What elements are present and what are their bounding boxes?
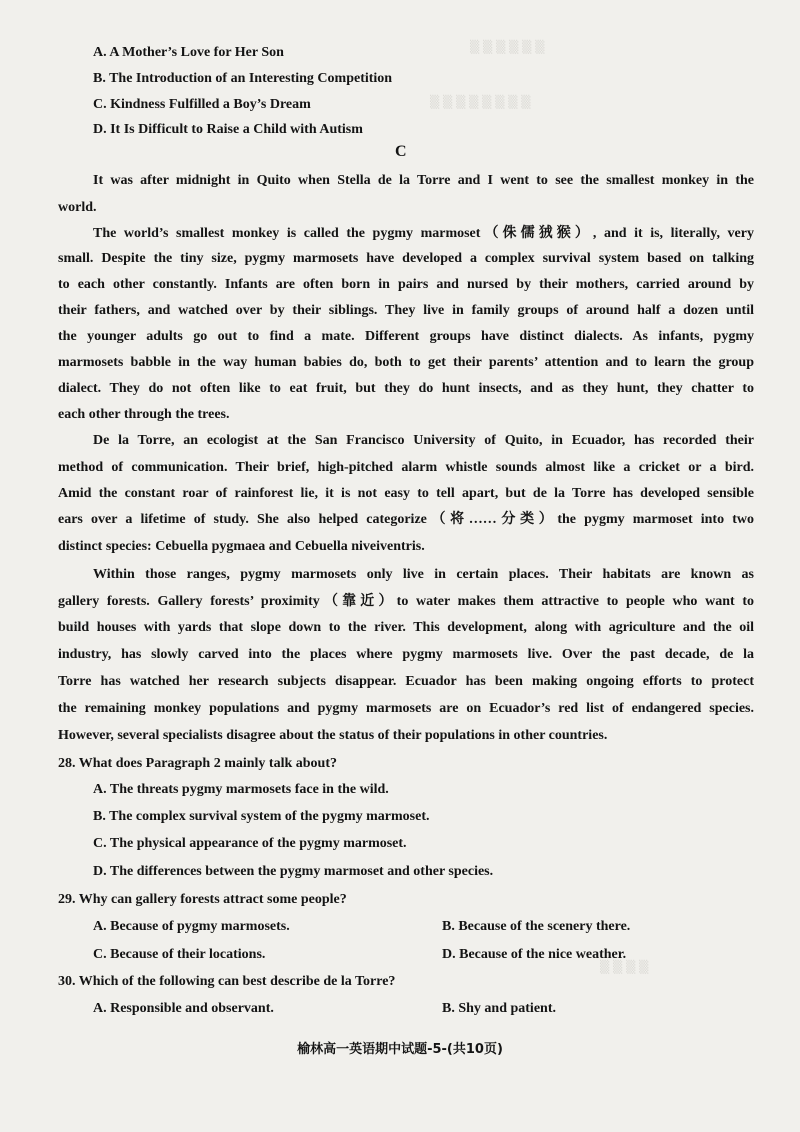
q28-option-b: B. The complex survival system of the pygmy marmoset.	[93, 809, 430, 824]
passage-line: industry, has slowly carved into the places where pygmy marmosets live. Over the past decade, de la	[58, 647, 754, 662]
passage-line: distinct species: Cebuella pygmaea and Cebuella niveiventris.	[58, 539, 425, 554]
q28-option-c: C. The physical appearance of the pygmy marmoset.	[93, 836, 407, 851]
passage-line: marmosets babble in the way human babies do, both to get their parents’ attention and to learn the group	[58, 355, 754, 370]
q29-question: 29. Why can gallery forests attract some people?	[58, 892, 347, 907]
page-footer: 榆林高一英语期中试题-5-(共10页)	[297, 1042, 503, 1057]
passage-line: However, several specialists disagree about the status of their populations in other countries.	[58, 728, 608, 743]
passage-line: to each other constantly. Infants are often born in pairs and nursed by their mothers, carried around by	[58, 277, 754, 292]
q27-option-d: D. It Is Difficult to Raise a Child with Autism	[93, 122, 363, 137]
passage-line: Torre has watched her research subjects disappear. Ecuador has been making ongoing efforts to protect	[58, 674, 754, 689]
passage-line: method of communication. Their brief, high-pitched alarm whistle sounds almost like a cricket or a bird.	[58, 460, 754, 475]
passage-line: Within those ranges, pygmy marmosets only live in certain places. Their habitats are known as	[93, 567, 754, 582]
bleed-through-mark: ▒ ▒ ▒ ▒ ▒ ▒	[470, 40, 545, 54]
q27-option-a: A. A Mother’s Love for Her Son	[93, 45, 284, 60]
q30-option-a: A. Responsible and observant.	[93, 1001, 274, 1016]
passage-line: the remaining monkey populations and pygmy marmosets are on Ecuador’s red list of endangered species.	[58, 701, 754, 716]
passage-line: ears over a lifetime of study. She also helped categorize（将……分类）the pygmy marmoset into two	[58, 512, 754, 527]
q27-option-c: C. Kindness Fulfilled a Boy’s Dream	[93, 97, 311, 112]
bleed-through-mark: ▒ ▒ ▒ ▒	[600, 960, 649, 974]
q29-option-b: B. Because of the scenery there.	[442, 919, 631, 934]
passage-line: De la Torre, an ecologist at the San Francisco University of Quito, in Ecuador, has recorded their	[93, 433, 754, 448]
q30-option-b: B. Shy and patient.	[442, 1001, 556, 1016]
passage-line: dialect. They do not often like to eat fruit, but they do hunt insects, and as they hunt, they chatter to	[58, 381, 754, 396]
passage-line: build houses with yards that slope down to the river. This development, along with agriculture and the oil	[58, 620, 754, 635]
q29-option-d: D. Because of the nice weather.	[442, 947, 627, 962]
passage-line: world.	[58, 200, 97, 215]
q29-option-c: C. Because of their locations.	[93, 947, 266, 962]
passage-line: gallery forests. Gallery forests’ proximity（靠近）to water makes them attractive to people who want to	[58, 594, 754, 609]
q30-question: 30. Which of the following can best describe de la Torre?	[58, 974, 396, 989]
passage-line: The world’s smallest monkey is called the pygmy marmoset（侏儒狨猴）, and it is, literally, very	[93, 226, 754, 241]
bleed-through-mark: ▒ ▒ ▒ ▒ ▒ ▒ ▒ ▒	[430, 95, 531, 109]
passage-line: the younger adults go out to find a mate. Different groups have distinct dialects. As infants, pygmy	[58, 329, 754, 344]
q29-option-a: A. Because of pygmy marmosets.	[93, 919, 290, 934]
passage-line: small. Despite the tiny size, pygmy marmosets have developed a complex survival system based on talking	[58, 251, 754, 266]
passage-line: each other through the trees.	[58, 407, 230, 422]
passage-line: Amid the constant roar of rainforest lie, it is not easy to tell apart, but de la Torre has developed sensible	[58, 486, 754, 501]
section-heading: C	[395, 143, 407, 160]
passage-line: It was after midnight in Quito when Stella de la Torre and I went to see the smallest monkey in the	[93, 173, 754, 188]
q27-option-b: B. The Introduction of an Interesting Competition	[93, 71, 393, 86]
q28-option-d: D. The differences between the pygmy marmoset and other species.	[93, 864, 494, 879]
q28-question: 28. What does Paragraph 2 mainly talk about?	[58, 756, 337, 771]
passage-line: their fathers, and watched over by their siblings. They live in family groups of around half a dozen until	[58, 303, 754, 318]
q28-option-a: A. The threats pygmy marmosets face in the wild.	[93, 782, 389, 797]
